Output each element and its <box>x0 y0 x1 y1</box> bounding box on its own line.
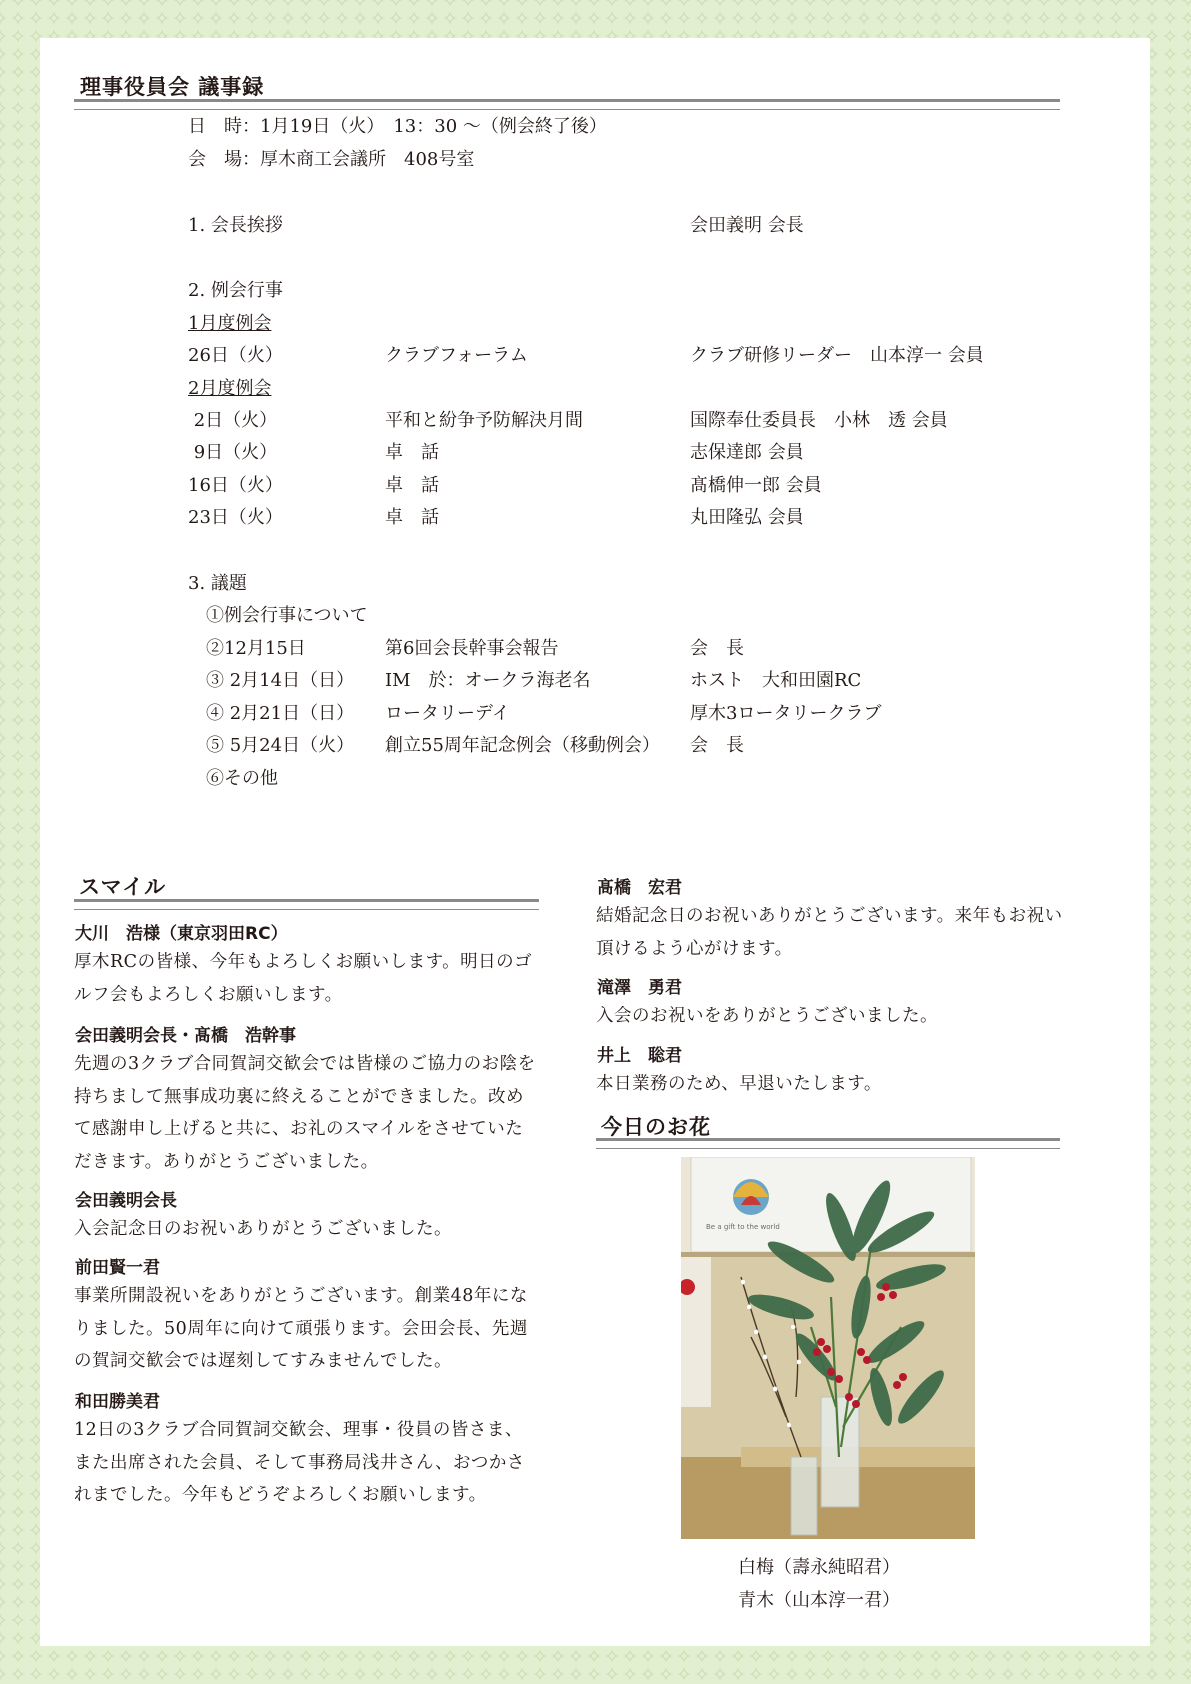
flower-photo-drawing <box>681 1157 975 1539</box>
feb-date: 23日（火） <box>188 507 283 528</box>
smile-entry-text: 本日業務のため、早退いたします。 <box>596 1074 882 1094</box>
smile-title-rule <box>74 899 539 910</box>
feb-date: 9日（火） <box>188 442 278 463</box>
agenda-topic-6: ⑥その他 <box>206 768 278 789</box>
smile-entry-name: 和田勝美君 <box>75 1392 160 1412</box>
jan-date: 26日（火） <box>188 345 283 366</box>
item2-label: 2. 例会行事 <box>188 280 283 301</box>
agenda-topic-1: ①例会行事について <box>206 605 368 626</box>
agenda-note: ホスト 大和田園RC <box>690 670 862 691</box>
jan-person: クラブ研修リーダー 山本淳一 会員 <box>690 345 984 366</box>
agenda-date: ③ 2月14日（日） <box>206 670 355 691</box>
feb-date: 2日（火） <box>188 410 278 431</box>
smile-entry-name: 前田賢一君 <box>75 1258 160 1278</box>
agenda-event: ロータリーデイ <box>385 703 510 724</box>
smile-entry-text: 厚木RCの皆様、今年もよろしくお願いします。明日のゴルフ会もよろしくお願いします。 <box>74 952 533 1005</box>
minutes-title: 理事役員会 議事録 <box>80 75 265 99</box>
item1-person: 会田義明 会長 <box>690 215 804 236</box>
agenda-date: ②12月15日 <box>206 638 306 659</box>
smile-entry-text: 結婚記念日のお祝いありがとうございます。来年もお祝い頂けるよう心がけます。 <box>596 906 1063 959</box>
agenda-event: IM 於：オークラ海老名 <box>385 670 591 691</box>
smile-entry-name: 会田義明会長・髙橋 浩幹事 <box>75 1026 296 1046</box>
smile-entry-name: 会田義明会長 <box>75 1191 177 1211</box>
feb-person: 髙橋伸一郎 会員 <box>690 475 822 496</box>
smile-entry-name: 滝澤 勇君 <box>597 978 682 998</box>
minutes-datetime: 日 時：1月19日（火） 13：30 ～（例会終了後） <box>188 116 607 137</box>
agenda-date: ④ 2月21日（日） <box>206 703 355 724</box>
agenda-note: 会 長 <box>690 735 744 756</box>
smile-title: スマイル <box>79 875 167 899</box>
feb-event: 卓 話 <box>385 475 439 496</box>
feb-event: 卓 話 <box>385 507 439 528</box>
agenda-note: 会 長 <box>690 638 744 659</box>
smile-entry-name: 大川 浩様（東京羽田RC） <box>75 924 288 944</box>
smile-entry-text: 先週の3クラブ合同賀詞交歓会では皆様のご協力のお陰を持ちまして無事成功裏に終えることができました。改めて感謝申し上げると共に、お礼のスマイルをさせていただきます。ありがとうございました。 <box>74 1054 536 1172</box>
flower-arrangement-photo <box>681 1157 975 1539</box>
smile-entry-text: 入会のお祝いをありがとうございました。 <box>596 1006 938 1026</box>
item1-label: 1. 会長挨拶 <box>188 215 283 236</box>
jan-label: 1月度例会 <box>188 313 272 334</box>
feb-person: 志保達郎 会員 <box>690 442 804 463</box>
jan-event: クラブフォーラム <box>385 345 528 366</box>
agenda-event: 創立55周年記念例会（移動例会） <box>385 735 660 756</box>
minutes-title-rule <box>74 99 1060 110</box>
smile-entry-name: 髙橋 宏君 <box>597 878 682 898</box>
flowers-title-rule <box>596 1138 1060 1149</box>
smile-entry-text: 12日の3クラブ合同賀詞交歓会、理事・役員の皆さま、また出席された会員、そして事務局浅井さん、おつかされまでした。今年もどうぞよろしくお願いします。 <box>74 1420 525 1505</box>
feb-person: 丸田隆弘 会員 <box>690 507 804 528</box>
feb-label: 2月度例会 <box>188 378 272 399</box>
smile-entry-text: 事業所開設祝いをありがとうございます。創業48年になりました。50周年に向けて頑張ります。会田会長、先週の賀詞交歓会では遅刻してすみませんでした。 <box>74 1286 528 1371</box>
feb-event: 平和と紛争予防解決月間 <box>385 410 583 431</box>
smile-entry-text: 入会記念日のお祝いありがとうございました。 <box>74 1219 452 1239</box>
agenda-note: 厚木3ロータリークラブ <box>690 703 882 724</box>
flower-caption-2: 青木（山本淳一君） <box>738 1590 900 1611</box>
feb-date: 16日（火） <box>188 475 283 496</box>
flowers-title: 今日のお花 <box>601 1115 711 1139</box>
agenda-event: 第6回会長幹事会報告 <box>385 638 559 659</box>
item3-label: 3. 議題 <box>188 573 247 594</box>
flower-caption-1: 白梅（壽永純昭君） <box>738 1557 900 1578</box>
smile-entry-name: 井上 聡君 <box>597 1046 682 1066</box>
feb-person: 国際奉仕委員長 小林 透 会員 <box>690 410 948 431</box>
feb-event: 卓 話 <box>385 442 439 463</box>
minutes-venue: 会 場：厚木商工会議所 408号室 <box>188 149 475 170</box>
banner-text: Be a gift to the world <box>706 1223 780 1231</box>
agenda-date: ⑤ 5月24日（火） <box>206 735 355 756</box>
